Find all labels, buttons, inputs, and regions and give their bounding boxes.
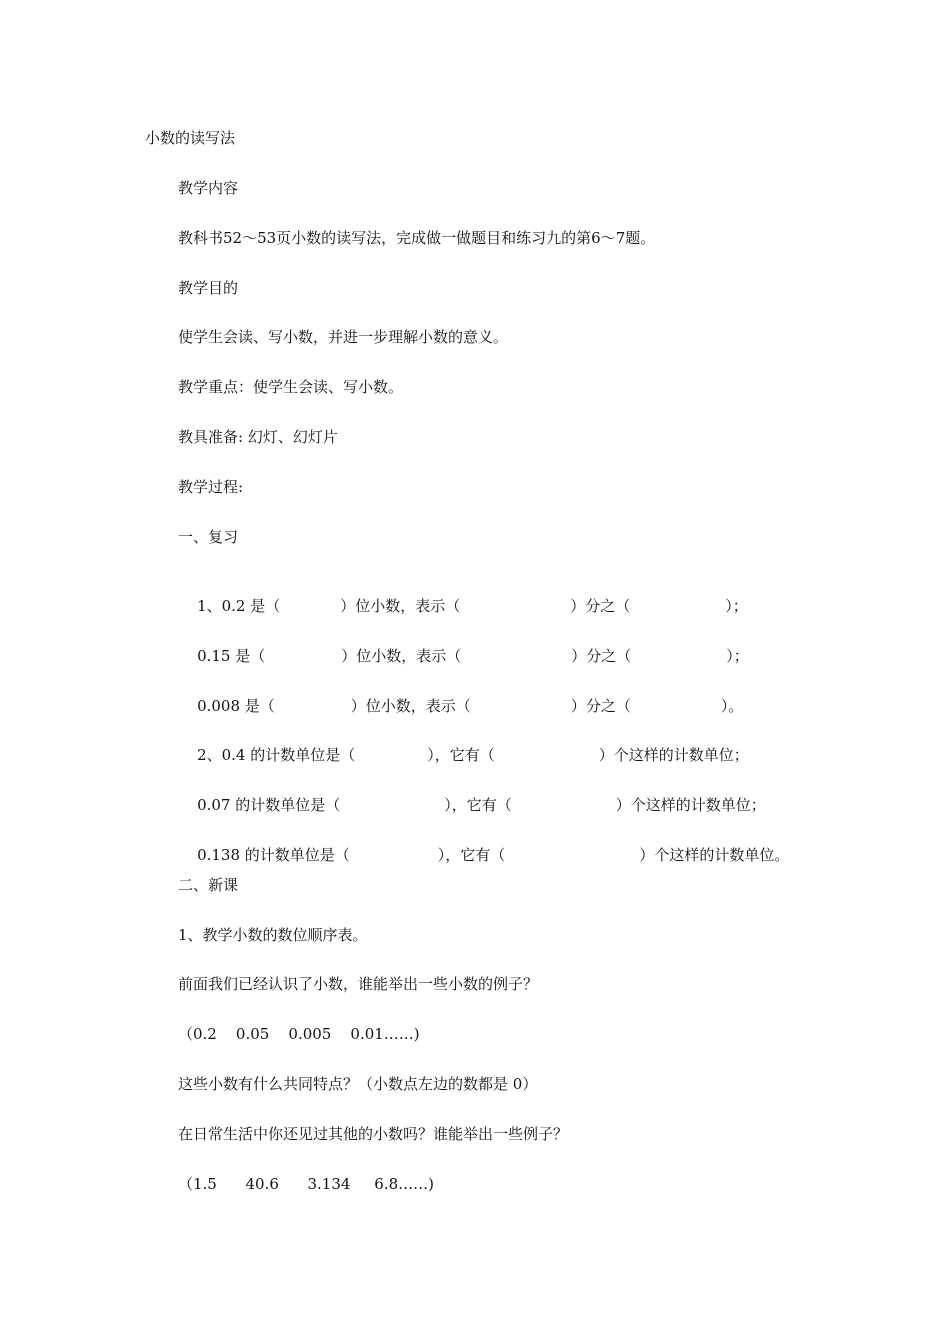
q1-part: ）； bbox=[725, 597, 748, 615]
q1-part: ）； bbox=[726, 647, 749, 665]
document-title: 小数的读写法 bbox=[145, 129, 236, 147]
new-lesson-item: 1、教学小数的数位顺序表。 bbox=[178, 926, 368, 944]
question-a: 前面我们已经认识了小数，谁能举出一些小数的例子？ bbox=[178, 975, 539, 993]
q1-part: ）位小数，表示（ bbox=[350, 697, 471, 715]
q1-part: ）分之（ bbox=[571, 647, 632, 665]
question-c: 在日常生活中你还见过其他的小数吗？谁能举出一些例子？ bbox=[178, 1125, 569, 1143]
question-b: 这些小数有什么共同特点？（小数点左边的数都是 0） bbox=[178, 1075, 538, 1093]
q1-part: 0.15 是（ bbox=[197, 647, 266, 665]
q1-part: 0.008 是（ bbox=[197, 697, 275, 715]
examples-b: （1.5 40.6 3.134 6.8……) bbox=[178, 1175, 434, 1193]
q2-part: ），它有（ bbox=[444, 796, 512, 814]
q1-part: ）位小数，表示（ bbox=[340, 597, 461, 615]
q2-part: ），它有（ bbox=[437, 846, 506, 864]
new-lesson-heading: 二、新课 bbox=[178, 876, 239, 894]
q1-part: 1、0.2 是（ bbox=[197, 597, 281, 615]
q2-part: 2、0.4 的计数单位是（ bbox=[197, 746, 356, 764]
review-q2-line bbox=[178, 825, 789, 885]
tools: 教具准备: 幻灯、幻灯片 bbox=[178, 428, 338, 446]
q1-part: ）。 bbox=[720, 697, 744, 715]
q1-part: ）位小数，表示（ bbox=[341, 647, 462, 665]
content-heading: 教学内容 bbox=[178, 179, 239, 197]
goal-text: 使学生会读、写小数，并进一步理解小数的意义。 bbox=[178, 328, 509, 346]
key-point: 教学重点：使学生会读、写小数。 bbox=[178, 378, 404, 396]
q2-part: 0.07 的计数单位是（ bbox=[197, 796, 341, 814]
examples-a: （0.2 0.05 0.005 0.01……) bbox=[178, 1025, 420, 1043]
review-heading: 一、复习 bbox=[178, 528, 239, 546]
process-heading: 教学过程: bbox=[178, 478, 244, 496]
q1-part: ）分之（ bbox=[570, 597, 631, 615]
q2-part: ），它有（ bbox=[427, 746, 495, 764]
goal-heading: 教学目的 bbox=[178, 279, 239, 297]
q2-part: ）个这样的计数单位； bbox=[598, 746, 749, 764]
q2-part: ）个这样的计数单位。 bbox=[639, 846, 790, 864]
q2-part: ）个这样的计数单位； bbox=[615, 796, 766, 814]
q2-part: 0.138 的计数单位是（ bbox=[197, 846, 350, 864]
q1-part: ）分之（ bbox=[570, 697, 631, 715]
content-text: 教科书52～53页小数的读写法，完成做一做题目和练习九的第6～7题。 bbox=[178, 229, 656, 247]
